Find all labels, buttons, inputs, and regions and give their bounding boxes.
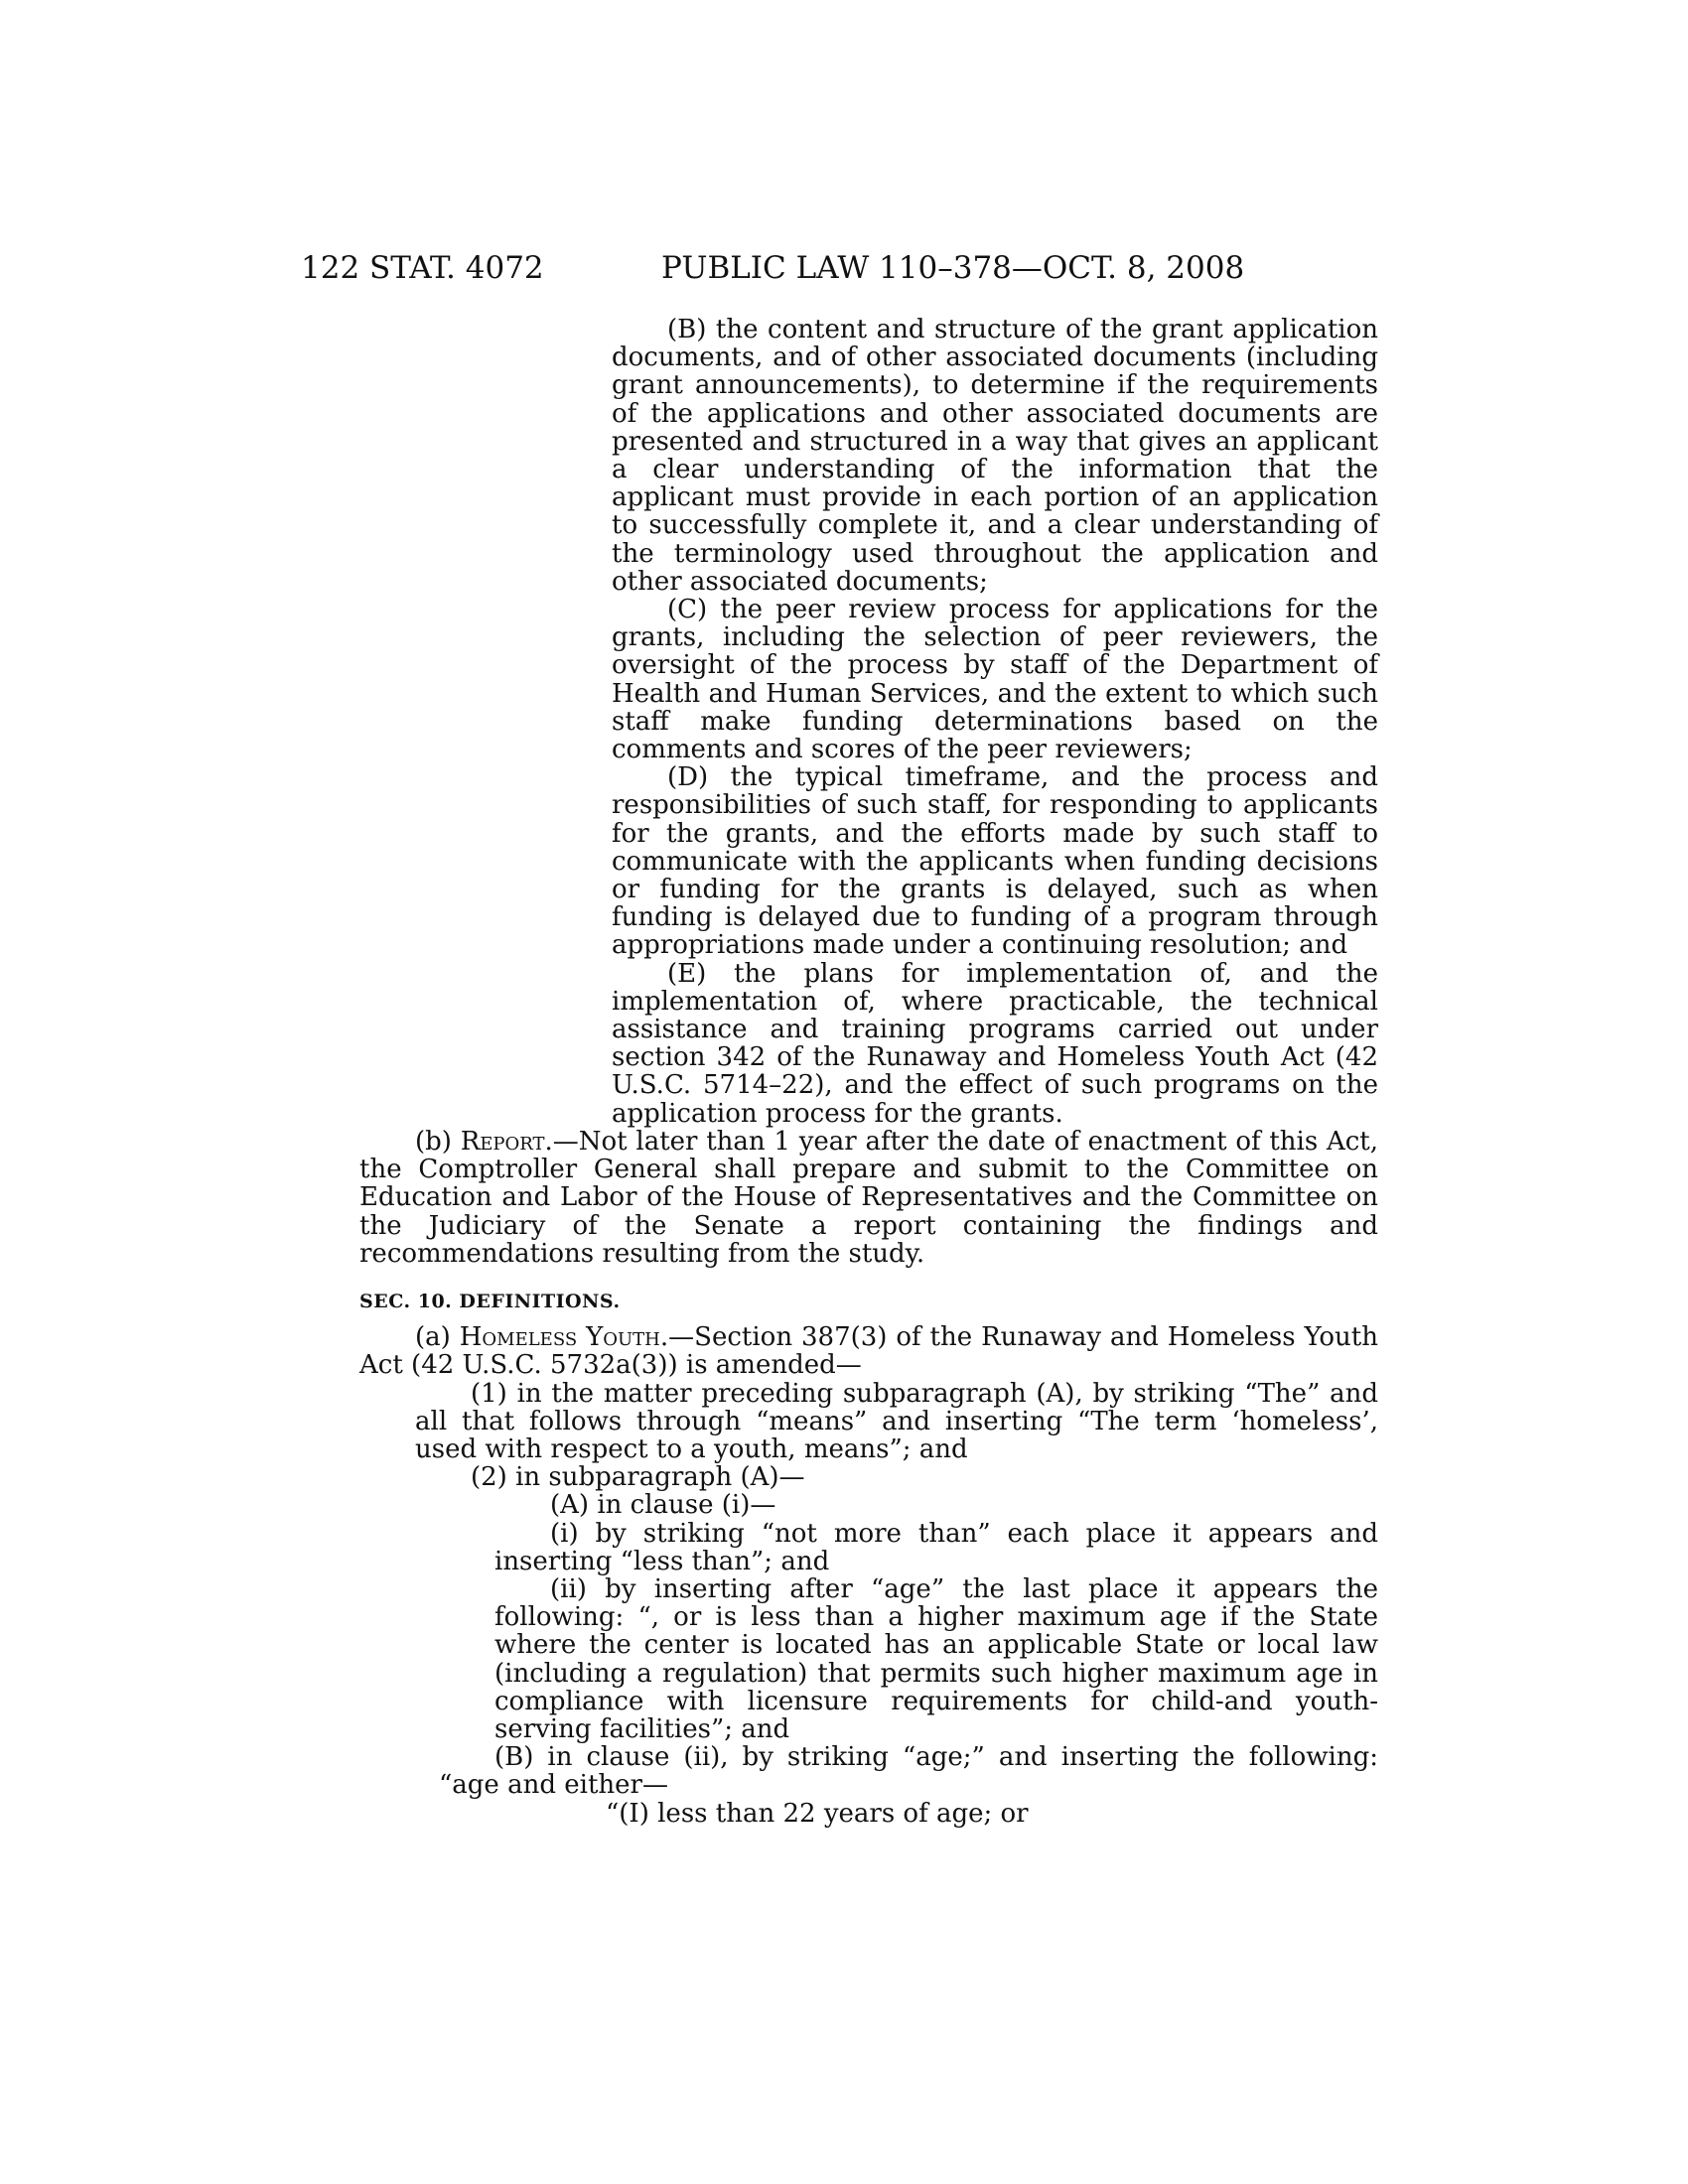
report-lead: (b) [415, 1126, 461, 1157]
subsection-a-homeless-youth [359, 1323, 1378, 1379]
page-header [301, 248, 1378, 288]
paragraph-2: (2) in subparagraph (A)— [471, 1462, 805, 1493]
statute-page-number: 122 STAT. 4072 [301, 250, 544, 286]
homeless-youth-heading: Homeless Youth [459, 1322, 660, 1353]
subclause-I: “(I) less than 22 years of age; or [606, 1798, 1029, 1829]
public-law-title: PUBLIC LAW 110–378—OCT. 8, 2008 [661, 250, 1245, 286]
a-lead: (a) [415, 1322, 460, 1353]
report-heading: Report [460, 1126, 545, 1157]
subparagraph-E: (E) the plans for implementation of, and the implementation of, where practicable, the technical assistance and training programs carried out under section 342 of the Runaway and Homeless Youth Act (42 U.S.C. 5714–22), and the effect of such programs on the application process for the grants. [612, 958, 1378, 1129]
subparagraph-D: (D) the typical timeframe, and the process and responsibilities of such staff, for responding to applicants for the grants, and the efforts made by such staff to communicate with the applicants when funding decisions or funding for the grants is delayed, such as when funding is delayed due to funding of a program through appropriations made under a continuing resolution; and [612, 762, 1378, 961]
subsection-b-report [359, 1128, 1378, 1268]
subparagraph-B-clause-ii: (B) in clause (ii), by striking “age;” and inserting the following: “age and either— [439, 1742, 1378, 1801]
subparagraph-C: (C) the peer review process for applications for the grants, including the selection of peer reviewers, the oversight of the process by staff of the Department of Health and Human Services, and the extent to which such staff make funding determinations based on the comments and scores of the peer reviewers; [612, 595, 1378, 765]
report-text: .—Not later than 1 year after the date of enactment of this Act, the Comptroller General shall prepare and submit to the Committee on Education and Labor of the House of Representatives and the Committee on the Judiciary of the Senate a report containing the findings and recommendations resulting from the study. [359, 1126, 1378, 1269]
clause-ii: (ii) by inserting after “age” the last place it appears the following: “, or is less than a higher maximum age if the State where the center is located has an applicable State or local law (including a regulation) that permits such higher maximum age in compliance with licensure requirements for child-and youth-serving facilities”; and [494, 1573, 1378, 1744]
clause-i: (i) by striking “not more than” each place it appears and inserting “less than”; and [494, 1518, 1378, 1576]
section-heading: SEC. 10. DEFINITIONS. [359, 1290, 621, 1312]
subparagraph-B: (B) the content and structure of the grant application documents, and of other associated documents (including grant announcements), to determine if the requirements of the applications and other associated documents are presented and structured in a way that gives an applicant a clear understanding of the information that the applicant must provide in each portion of an application to successfully complete it, and a clear understanding of the terminology used throughout the application and other associated documents; [612, 315, 1378, 597]
paragraph-1: (1) in the matter preceding subparagraph (A), by striking “The” and all that follows through “means” and inserting “The term ‘homeless’, used with respect to a youth, means”; and [415, 1378, 1378, 1464]
document-body [359, 315, 1378, 1829]
subparagraph-A-clause-i: (A) in clause (i)— [550, 1490, 776, 1521]
a-text: .—Section 387(3) of the Runaway and Homeless Youth Act (42 U.S.C. 5732a(3)) is amended— [359, 1322, 1378, 1381]
